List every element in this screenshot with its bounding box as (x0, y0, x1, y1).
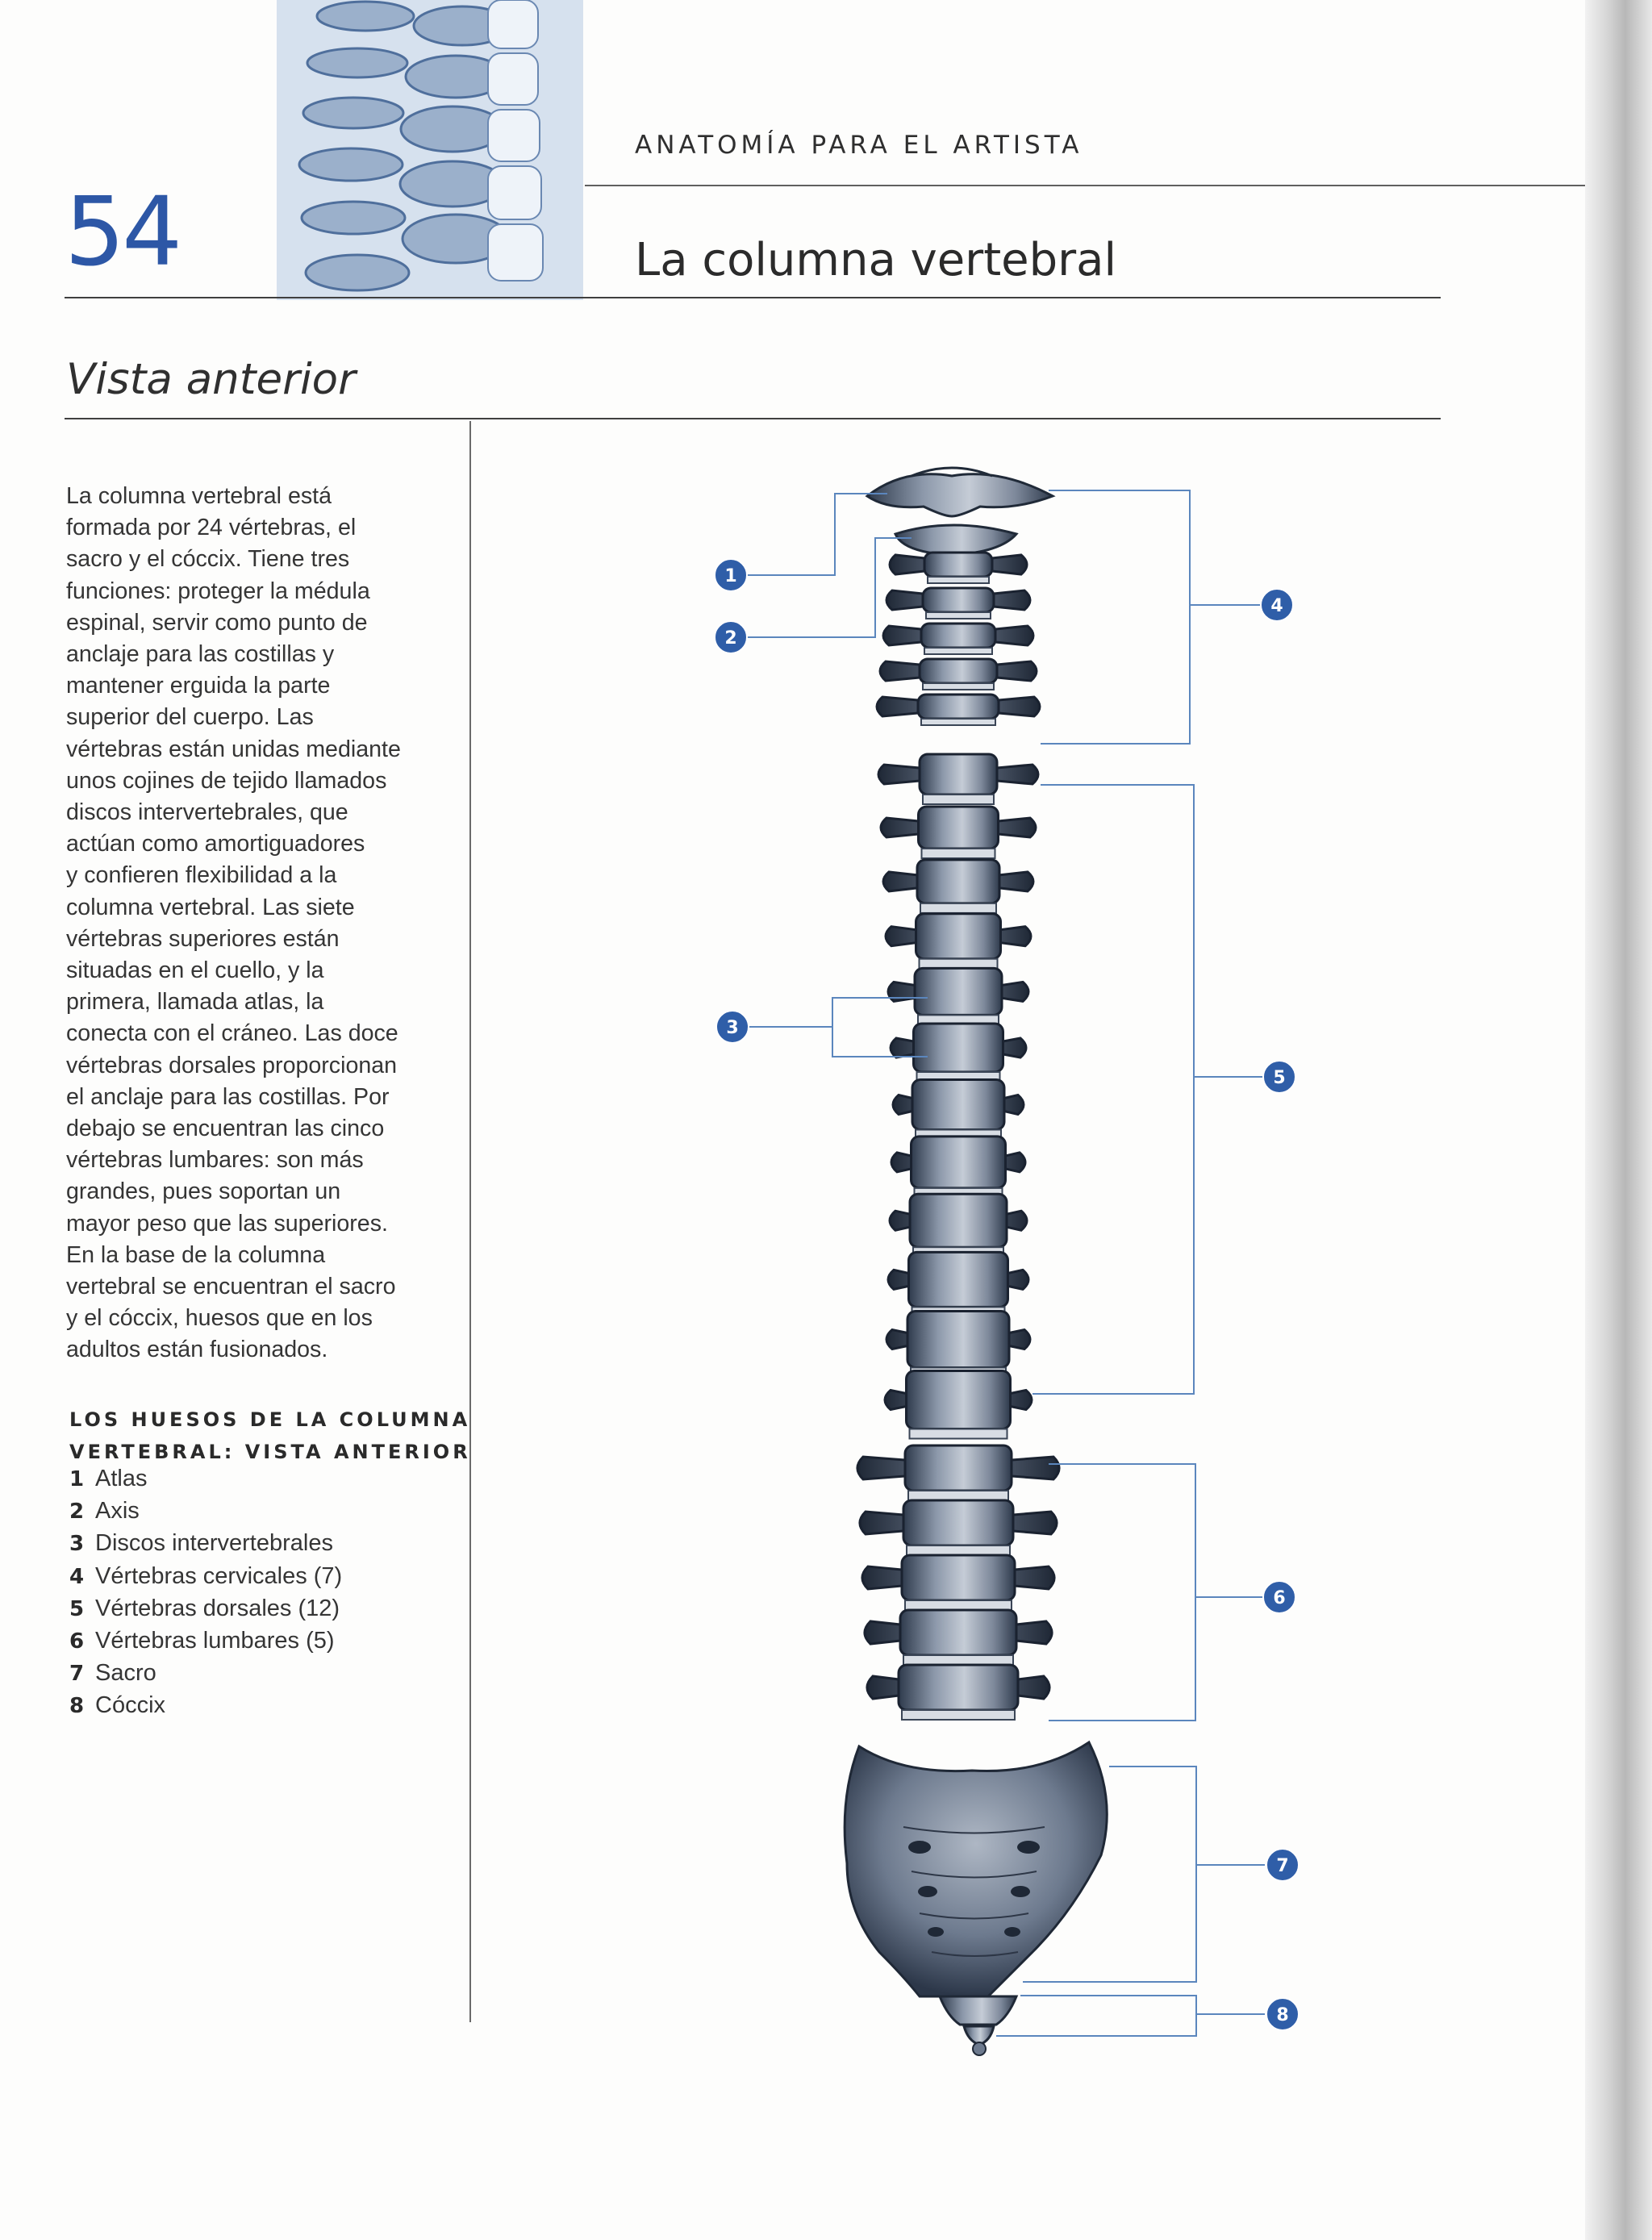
callout-1 (715, 559, 747, 591)
running-head: ANATOMÍA PARA EL ARTISTA (635, 131, 1083, 160)
callout-6 (1263, 1581, 1295, 1613)
body-line: unos cojines de tejido llamados (66, 767, 387, 794)
vertebral-column (857, 553, 1059, 1720)
body-line: conecta con el cráneo. Las doce (66, 1020, 398, 1047)
thoracic-vertebra (893, 1080, 1024, 1140)
body-line: vértebras dorsales proporcionan (66, 1052, 398, 1078)
body-line: primera, llamada atlas, la (66, 989, 324, 1016)
cervical-vertebra (880, 659, 1037, 690)
intervertebral-disc (905, 1600, 1012, 1610)
legend-item-number: 7 (69, 1662, 85, 1687)
callout-3 (716, 1011, 749, 1043)
body-line: vértebras superiores están (66, 925, 340, 952)
body-line: adultos están fusionados. (66, 1337, 328, 1363)
intervertebral-disc (920, 959, 998, 969)
cervical-vertebra (890, 553, 1027, 583)
intervertebral-disc (902, 1710, 1015, 1720)
body-line: espinal, servir como punto de (66, 609, 368, 636)
intervertebral-disc (921, 719, 995, 725)
intervertebral-disc (923, 795, 994, 804)
page-number: 54 (65, 176, 180, 287)
body-line: y el cóccix, huesos que en los (66, 1305, 373, 1332)
body-line: La columna vertebral está (66, 483, 332, 509)
legend-item-number: 6 (69, 1629, 85, 1654)
body-line: anclaje para las costillas y (66, 641, 335, 668)
callout-1-number: 1 (724, 566, 737, 586)
legend-item-label: Cóccix (95, 1692, 166, 1719)
intervertebral-disc (920, 903, 996, 913)
body-line: vértebras lumbares: son más (66, 1147, 364, 1174)
legend-item-number: 4 (69, 1564, 85, 1589)
legend-item-label: Axis (95, 1498, 140, 1525)
callout-8-number: 8 (1276, 2005, 1289, 2025)
thoracic-vertebra (883, 860, 1033, 913)
body-line: grandes, pues soportan un (66, 1178, 341, 1205)
body-line: situadas en el cuello, y la (66, 957, 324, 984)
thoracic-vertebra (891, 1137, 1025, 1198)
cervical-vertebra (886, 588, 1030, 619)
body-line: En la base de la columna (66, 1241, 326, 1268)
callout-5-number: 5 (1273, 1068, 1286, 1088)
callout-2-number: 2 (724, 628, 737, 649)
body-line: superior del cuerpo. Las (66, 704, 314, 731)
intervertebral-disc (923, 683, 994, 690)
thoracic-vertebra (888, 968, 1028, 1024)
intervertebral-disc (922, 849, 995, 858)
legend-heading-line: LOS HUESOS DE LA COLUMNA (69, 1408, 471, 1431)
callout-2 (715, 621, 747, 653)
body-line: discos intervertebrales, que (66, 799, 348, 826)
coccyx-bone (940, 1996, 1016, 2055)
lumbar-vertebra (862, 1555, 1054, 1610)
body-line: debajo se encuentran las cinco (66, 1116, 385, 1142)
cervical-vertebra (883, 624, 1033, 654)
thoracic-vertebra (885, 1371, 1032, 1439)
thoracic-vertebra (886, 914, 1031, 969)
legend-item-label: Vértebras lumbares (5) (95, 1628, 335, 1654)
callout-3-number: 3 (726, 1018, 739, 1038)
body-line: mayor peso que las superiores. (66, 1210, 388, 1237)
thoracic-vertebra (878, 754, 1038, 804)
legend-heading-line: VERTEBRAL: VISTA ANTERIOR (69, 1441, 471, 1463)
legend-item-number: 5 (69, 1596, 85, 1621)
atlas-bone (867, 468, 1053, 516)
intervertebral-disc (903, 1655, 1013, 1665)
intervertebral-disc (924, 648, 992, 654)
intervertebral-disc (926, 612, 991, 619)
legend-item-number: 2 (69, 1500, 85, 1525)
body-line: vertebral se encuentran el sacro (66, 1274, 396, 1300)
legend-item-number: 8 (69, 1694, 85, 1719)
section-title: Vista anterior (66, 355, 356, 404)
body-line: funciones: proteger la médula (66, 578, 370, 604)
callout-4 (1261, 589, 1293, 621)
intervertebral-disc (908, 1491, 1008, 1500)
callout-7 (1266, 1849, 1299, 1881)
thoracic-vertebra (881, 807, 1036, 858)
body-line: columna vertebral. Las siete (66, 894, 355, 920)
body-line: mantener erguida la parte (66, 673, 331, 699)
callout-4-number: 4 (1270, 596, 1283, 616)
body-line: actúan como amortiguadores (66, 831, 365, 857)
body-line: vértebras están unidas mediante (66, 736, 401, 762)
sacrum-bone (845, 1742, 1107, 1996)
lumbar-vertebra (860, 1500, 1057, 1555)
lumbar-vertebra (865, 1610, 1052, 1665)
body-line: el anclaje para las costillas. Por (66, 1083, 390, 1110)
intervertebral-disc (928, 577, 989, 583)
cervical-vertebra (877, 695, 1040, 725)
legend-item-label: Sacro (95, 1660, 156, 1687)
thoracic-vertebra (886, 1312, 1030, 1378)
thoracic-vertebra (890, 1194, 1027, 1257)
callout-7-number: 7 (1276, 1856, 1289, 1876)
legend-item-label: Vértebras cervicales (7) (95, 1562, 343, 1589)
lumbar-vertebra (867, 1665, 1049, 1720)
thoracic-vertebra (888, 1252, 1028, 1316)
legend-item-label: Vértebras dorsales (12) (95, 1595, 340, 1621)
thoracic-vertebra (891, 1024, 1026, 1082)
callout-6-number: 6 (1273, 1588, 1286, 1608)
legend-item-label: Atlas (95, 1466, 148, 1491)
legend-item-label: Discos intervertebrales (95, 1530, 333, 1557)
intervertebral-disc (910, 1429, 1007, 1439)
body-line: sacro y el cóccix. Tiene tres (66, 546, 350, 573)
legend-item-number: 1 (69, 1467, 85, 1491)
callout-8 (1266, 1998, 1299, 2030)
chapter-title: La columna vertebral (635, 234, 1117, 286)
intervertebral-disc (907, 1545, 1010, 1555)
body-line: y confieren flexibilidad a la (66, 862, 337, 889)
legend-item-number: 3 (69, 1532, 85, 1557)
axis-bone (895, 525, 1016, 555)
page-binding-shadow (1585, 0, 1652, 2240)
callout-5 (1263, 1061, 1295, 1093)
lumbar-vertebra (857, 1445, 1059, 1500)
body-line: formada por 24 vértebras, el (66, 515, 357, 541)
